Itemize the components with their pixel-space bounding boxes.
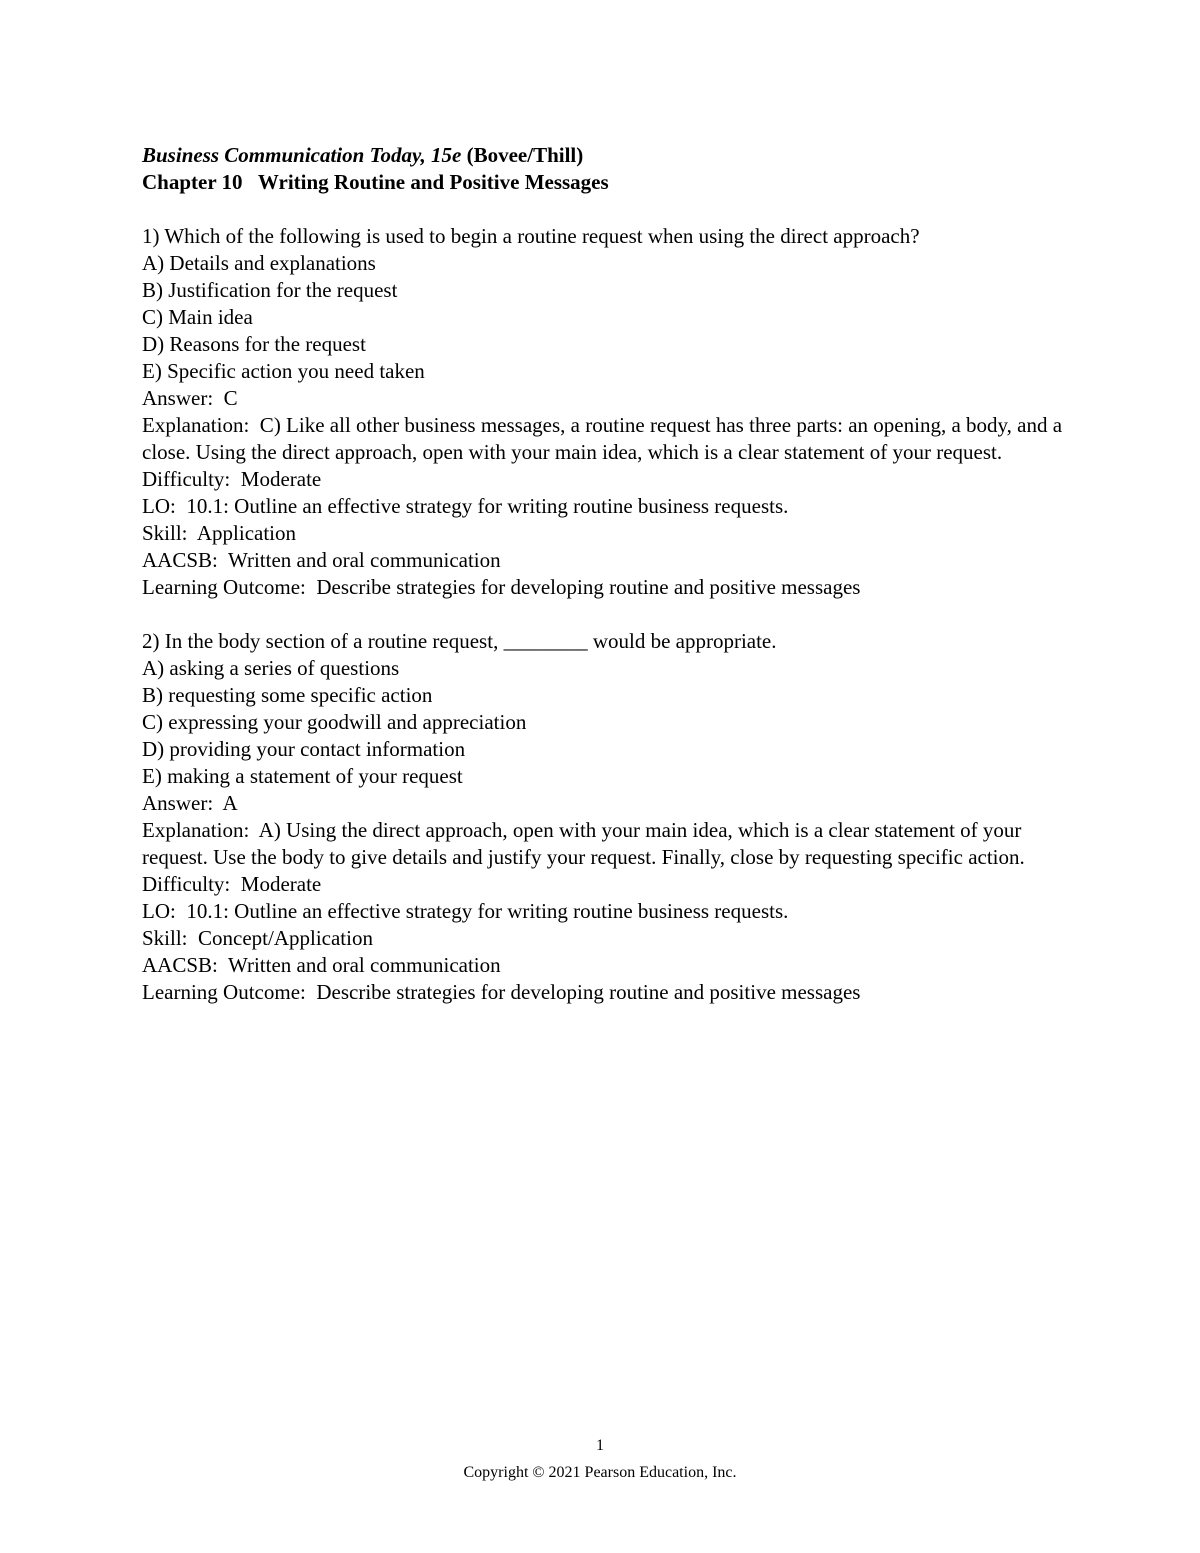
answer-option: D) providing your contact information	[142, 737, 466, 761]
answer-explanation: Explanation: A) Using the direct approach, open with your main idea, which is a clear statement of your request. Use the body to give details and justify your request. Finally, close by requesting specific action.	[142, 818, 1027, 869]
skill: Skill: Concept/Application	[142, 926, 373, 950]
answer-option: C) expressing your goodwill and appreciation	[142, 710, 527, 734]
answer-option: A) asking a series of questions	[142, 656, 400, 680]
book-header	[142, 142, 1072, 169]
learning-objective: LO: 10.1: Outline an effective strategy for writing routine business requests.	[142, 494, 789, 518]
learning-outcome: Learning Outcome: Describe strategies for developing routine and positive messages	[142, 575, 861, 599]
difficulty: Difficulty: Moderate	[142, 872, 322, 896]
spacer	[142, 196, 1072, 223]
answer-option: E) Specific action you need taken	[142, 359, 425, 383]
spacer	[142, 601, 1072, 628]
chapter-title: Chapter 10 Writing Routine and Positive Messages	[142, 170, 609, 194]
answer-option: C) Main idea	[142, 305, 253, 329]
book-title: Business Communication Today, 15e	[142, 143, 462, 167]
answer-key: Answer: A	[142, 791, 238, 815]
question-stem: 1) Which of the following is used to begin a routine request when using the direct approach?	[142, 224, 920, 248]
answer-option: B) Justification for the request	[142, 278, 398, 302]
learning-outcome: Learning Outcome: Describe strategies for developing routine and positive messages	[142, 980, 861, 1004]
question-stem: 2) In the body section of a routine request, ________ would be appropriate.	[142, 629, 777, 653]
difficulty: Difficulty: Moderate	[142, 467, 322, 491]
answer-key: Answer: C	[142, 386, 238, 410]
learning-objective: LO: 10.1: Outline an effective strategy for writing routine business requests.	[142, 899, 789, 923]
answer-option: D) Reasons for the request	[142, 332, 366, 356]
skill: Skill: Application	[142, 521, 297, 545]
page-content	[142, 142, 1072, 1006]
book-authors: (Bovee/Thill)	[461, 143, 584, 167]
question-block-2	[142, 628, 1072, 1006]
aacsb: AACSB: Written and oral communication	[142, 548, 501, 572]
answer-option: E) making a statement of your request	[142, 764, 463, 788]
aacsb: AACSB: Written and oral communication	[142, 953, 501, 977]
answer-option: B) requesting some specific action	[142, 683, 433, 707]
page-number: 1	[596, 1437, 604, 1454]
answer-explanation: Explanation: C) Like all other business messages, a routine request has three parts: an opening, a body, and a close. Using the direct approach, open with your main idea, which is a clear statement of your request.	[142, 413, 1068, 464]
answer-option: A) Details and explanations	[142, 251, 376, 275]
copyright-notice: Copyright © 2021 Pearson Education, Inc.	[463, 1464, 737, 1481]
question-block-1	[142, 223, 1072, 601]
